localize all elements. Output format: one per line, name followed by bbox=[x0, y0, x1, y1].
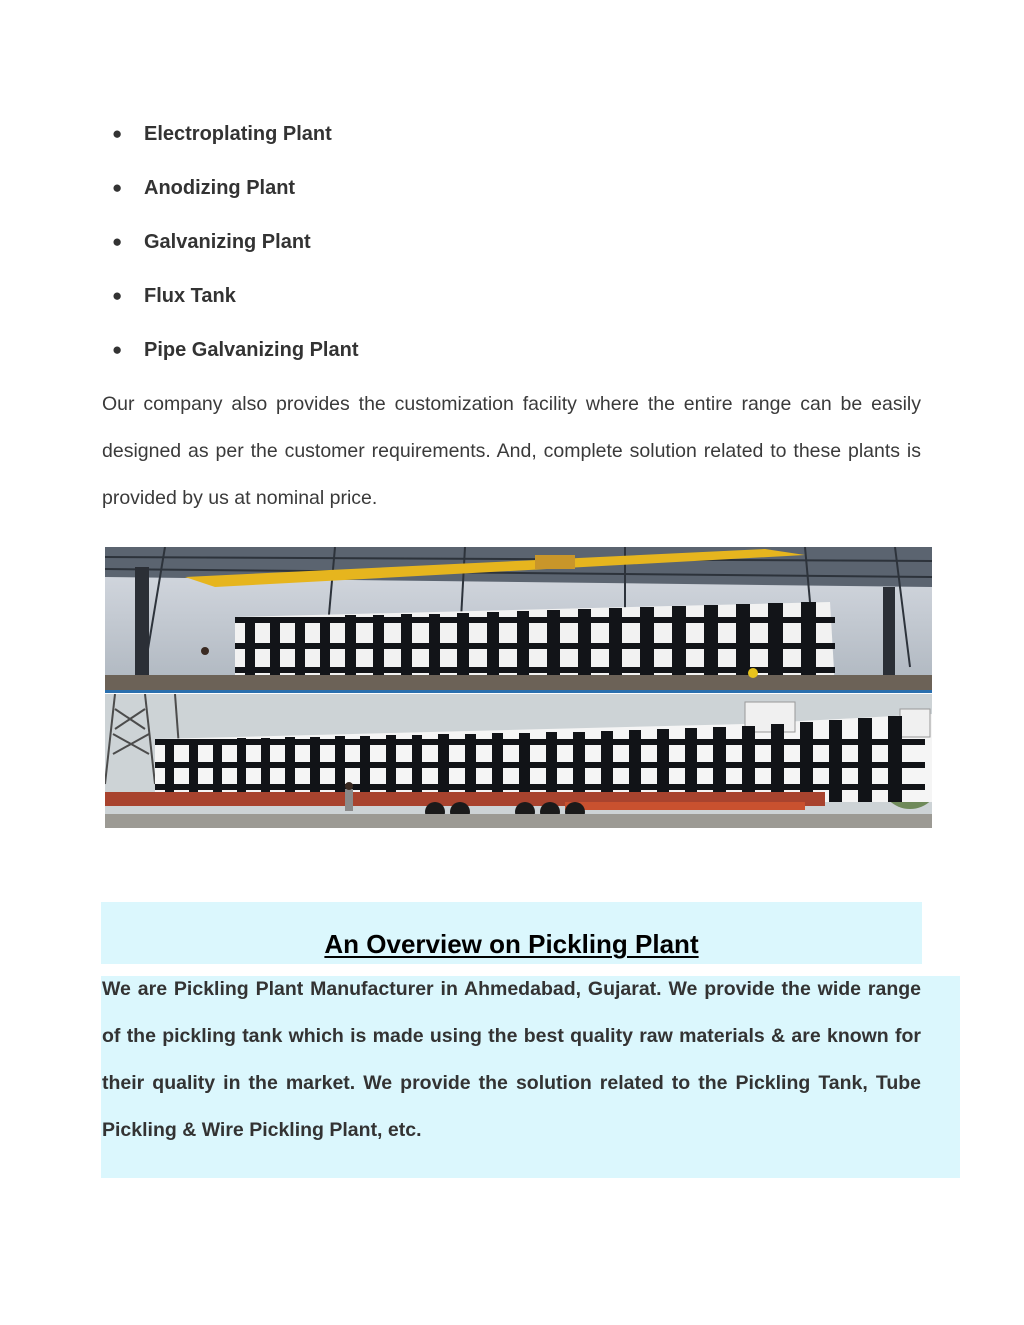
bullet-label: Pipe Galvanizing Plant bbox=[144, 339, 359, 361]
list-item bbox=[102, 277, 359, 331]
overview-title: An Overview on Pickling Plant bbox=[324, 929, 699, 959]
list-item bbox=[102, 115, 359, 169]
bullet-icon: ● bbox=[112, 124, 123, 143]
product-bullet-list bbox=[102, 115, 359, 385]
bullet-icon: ● bbox=[112, 178, 123, 197]
bullet-label: Galvanizing Plant bbox=[144, 231, 311, 253]
list-item bbox=[102, 223, 359, 277]
factory-tank-photo bbox=[105, 547, 932, 690]
bullet-label: Electroplating Plant bbox=[144, 123, 332, 145]
bullet-label: Flux Tank bbox=[144, 285, 236, 307]
overview-paragraph: We are Pickling Plant Manufacturer in Ahmedabad, Gujarat. We provide the wide range of the pickling tank which is made using the best quality raw materials & are known for their quality in the market. We provide the solution related to the Pickling Tank, Tube Pickling & Wire Pickling Plant, etc. bbox=[102, 978, 921, 1141]
bullet-icon: ● bbox=[112, 232, 123, 251]
bullet-label: Anodizing Plant bbox=[144, 177, 296, 199]
photo-divider bbox=[105, 690, 932, 693]
tank-truck-photo bbox=[105, 694, 932, 828]
list-item bbox=[102, 169, 359, 223]
list-item bbox=[102, 331, 359, 385]
intro-paragraph: Our company also provides the customization facility where the entire range can be easily designed as per the customer requirements. And, complete solution related to these plants is provided by us at nominal price. bbox=[102, 393, 921, 509]
bullet-icon: ● bbox=[112, 340, 123, 359]
bullet-icon: ● bbox=[112, 286, 123, 305]
